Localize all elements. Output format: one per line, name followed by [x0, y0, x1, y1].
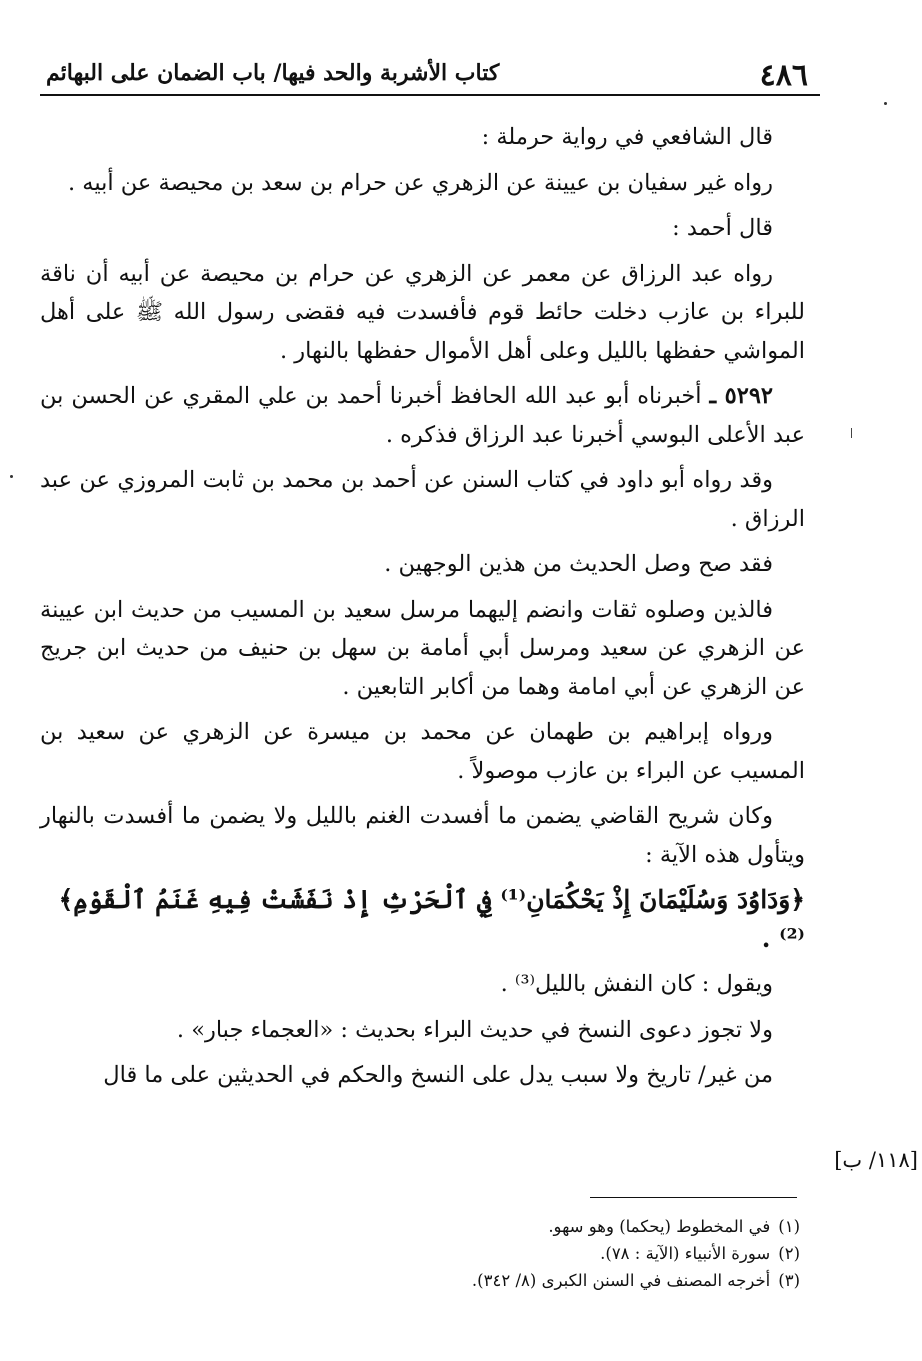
- folio-marker: [١١٨/ ب]: [834, 1148, 918, 1172]
- paragraph: وكان شريح القاضي يضمن ما أفسدت الغنم بالليل ولا يضمن ما أفسدت بالنهار ويتأول هذه الآية :: [40, 803, 805, 868]
- page-number: ٤٨٦: [759, 58, 808, 93]
- paragraph: من غير/ تاريخ ولا سبب يدل على النسخ والحكم في الحديثين على ما قال: [103, 1062, 773, 1088]
- scan-speck: [851, 428, 852, 438]
- footnote: [300, 1240, 800, 1267]
- quran-verse: ﴿وَدَاوُدَ وَسُلَيْمَانَ إِذْ يَحْكُمَانِ⁽¹⁾ فِي ٱلْحَرْثِ إِذْ نَفَشَتْ فِيهِ غَنَمُ ٱلْقَوْمِ﴾⁽²⁾ .: [58, 885, 805, 953]
- paragraph: رواه عبد الرزاق عن معمر عن الزهري عن حرام بن محيصة عن أبيه أن ناقة للبراء بن عازب دخلت حائط قوم فأفسدت فيه فقضى رسول الله ﷺ على أهل المواشي حفظها بالليل وعلى أهل الأموال حفظها بالنهار .: [40, 260, 805, 364]
- paragraph: فقد صح وصل الحديث من هذين الوجهين .: [384, 551, 773, 577]
- paragraph: فالذين وصلوه ثقات وانضم إليهما مرسل سعيد بن المسيب من حديث ابن عيينة عن الزهري عن سعيد ومرسل أبي أمامة بن سهل بن حنيف من حديث ابن جريج عن الزهري عن أبي امامة وهما من أكابر التابعين .: [40, 596, 805, 700]
- footnote-marker: (٢): [778, 1244, 800, 1263]
- paragraph: قال أحمد :: [672, 215, 773, 241]
- paragraph: ولا تجوز دعوى النسخ في حديث البراء بحديث : «العجماء جبار» .: [176, 1016, 773, 1043]
- scan-speck: [10, 475, 13, 478]
- hadith-text: أخبرناه أبو عبد الله الحافظ أخبرنا أحمد بن علي المقري عن الحسن بن عبد الأعلى البوسي أخبرنا عبد الرزاق فذكره .: [40, 383, 805, 448]
- page-header: [40, 50, 820, 96]
- footnote-marker: (٣): [778, 1271, 800, 1290]
- scan-speck: [884, 102, 887, 105]
- running-title: كتاب الأشربة والحد فيها/ باب الضمان على البهائم: [46, 60, 500, 86]
- hadith-paragraph: [40, 377, 805, 454]
- main-text: [40, 118, 805, 1102]
- hadith-number: ٥٢٩٢ ـ: [709, 383, 773, 409]
- footnote-text: سورة الأنبياء (الآية : ٧٨).: [600, 1244, 771, 1263]
- paragraph: ويقول : كان النفش بالليل⁽³⁾ .: [500, 971, 773, 997]
- paragraph: ورواه إبراهيم بن طهمان عن محمد بن ميسرة عن الزهري عن سعيد بن المسيب عن البراء بن عازب موصولاً .: [40, 719, 805, 784]
- footnote-text: في المخطوط (يحكما) وهو سهو.: [548, 1217, 771, 1236]
- footnotes: [300, 1213, 800, 1294]
- footnote: [300, 1267, 800, 1294]
- footnote-text: أخرجه المصنف في السنن الكبرى (٨/ ٣٤٢).: [471, 1271, 771, 1290]
- footnote-marker: (١): [778, 1217, 800, 1236]
- footnote: [300, 1213, 800, 1240]
- footnote-divider: [590, 1197, 797, 1198]
- paragraph: وقد رواه أبو داود في كتاب السنن عن أحمد بن محمد بن ثابت المروزي عن عبد الرزاق .: [40, 467, 805, 532]
- paragraph: رواه غير سفيان بن عيينة عن الزهري عن حرام بن سعد بن محيصة عن أبيه .: [67, 169, 773, 196]
- paragraph: قال الشافعي في رواية حرملة :: [481, 124, 773, 150]
